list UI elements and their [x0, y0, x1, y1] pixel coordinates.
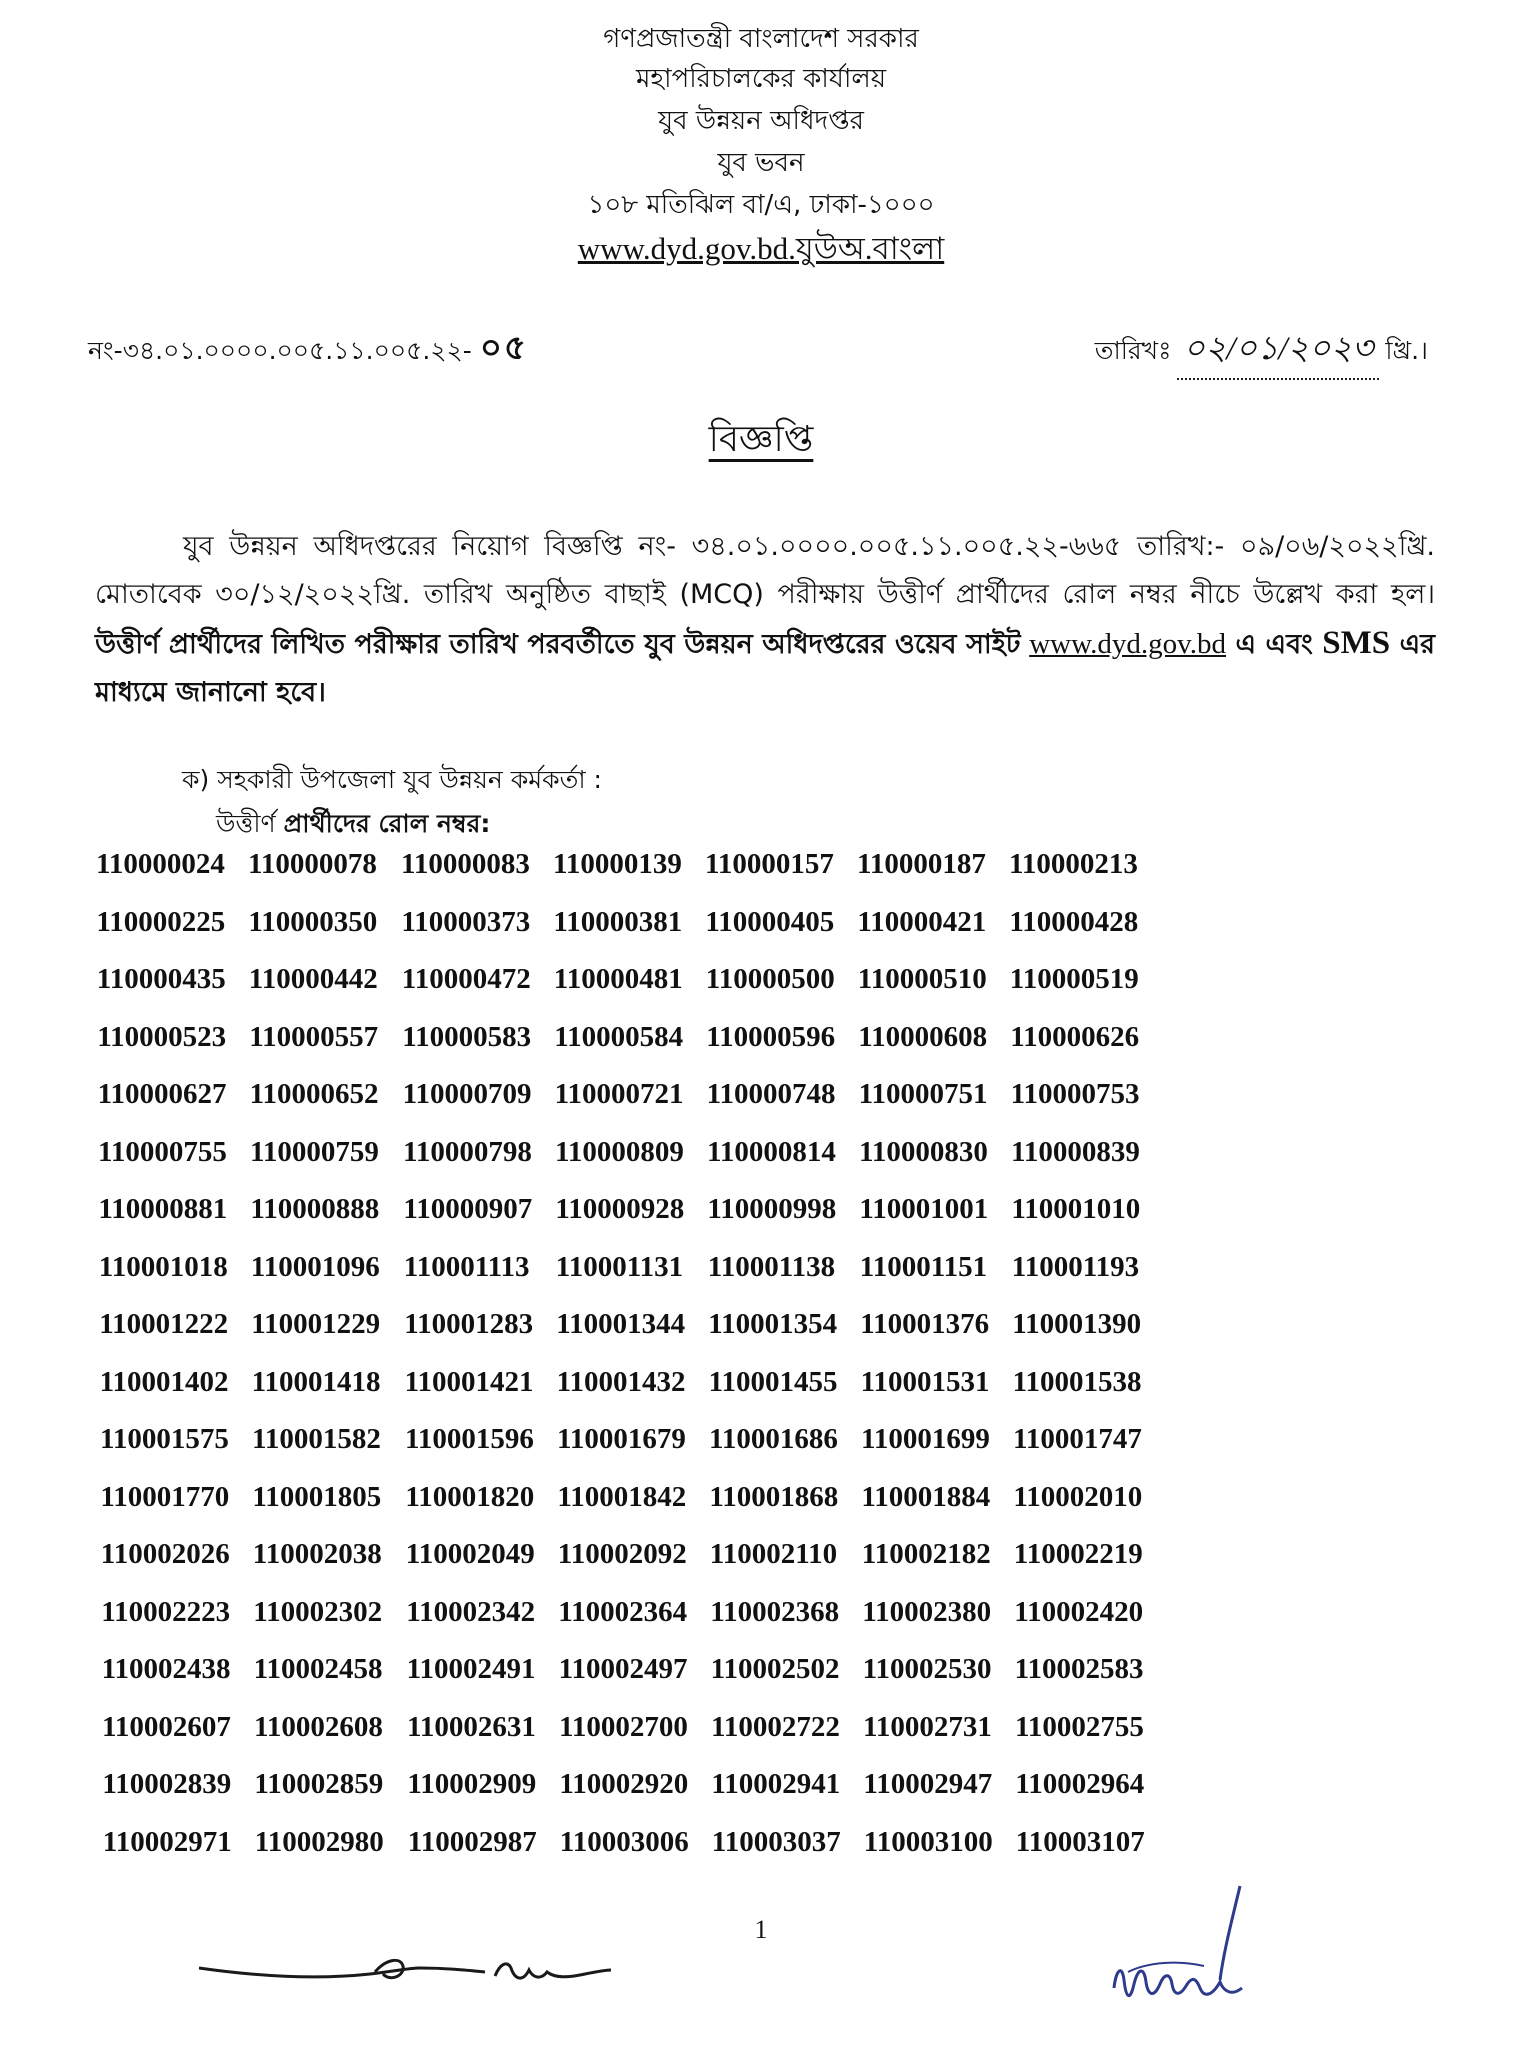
- roll-number: 110001575: [100, 1423, 229, 1455]
- roll-row: [96, 1308, 1456, 1366]
- roll-number: 110000839: [1011, 1135, 1140, 1168]
- roll-number: 110000830: [859, 1135, 988, 1168]
- roll-number: 110000519: [1009, 963, 1139, 995]
- roll-number: 110001868: [709, 1480, 839, 1513]
- roll-number: 110000428: [1009, 905, 1139, 938]
- roll-number: 110002497: [558, 1653, 688, 1685]
- roll-number: 110002909: [407, 1768, 537, 1800]
- roll-number: 110003037: [711, 1825, 841, 1858]
- roll-number: 110000627: [97, 1078, 227, 1110]
- roll-number: 110002859: [254, 1768, 384, 1800]
- roll-number: 110000907: [403, 1193, 533, 1225]
- roll-number: 110002722: [711, 1710, 840, 1743]
- roll-row: [96, 1021, 1456, 1079]
- roll-number: 110000225: [96, 905, 226, 938]
- roll-number: 110000584: [554, 1020, 684, 1053]
- roll-number: 110002420: [1014, 1595, 1144, 1628]
- header-line-building: যুব ভবন: [717, 148, 805, 178]
- body-website-link[interactable]: www.dyd.gov.bd: [1029, 628, 1226, 660]
- roll-number: 110001747: [1013, 1423, 1142, 1455]
- roll-number: 110001001: [859, 1193, 989, 1225]
- roll-number: 110001820: [405, 1480, 535, 1513]
- notice-title-text: বিজ্ঞপ্তি: [708, 419, 814, 460]
- roll-number: 110000798: [403, 1135, 532, 1168]
- roll-number: 110000500: [705, 963, 835, 995]
- roll-number: 110000753: [1010, 1078, 1140, 1110]
- body-text-part3: এ এবং: [1226, 629, 1323, 660]
- roll-number: 110002607: [102, 1710, 231, 1743]
- roll-number: 110001376: [860, 1308, 990, 1340]
- roll-number: 110000187: [857, 848, 986, 880]
- memo-number: [88, 322, 528, 379]
- header-line-government: গণপ্রজাতন্ত্রী বাংলাদেশ সরকার: [603, 24, 919, 54]
- roll-number: 110000721: [554, 1078, 684, 1110]
- roll-number: 110002038: [252, 1538, 382, 1570]
- roll-number: 110000442: [248, 963, 378, 995]
- roll-number: 110000596: [706, 1020, 836, 1053]
- date-value: ০২/০১/২০২৩: [1177, 322, 1379, 380]
- roll-number: 110000928: [555, 1193, 685, 1225]
- roll-number: 110001842: [557, 1480, 687, 1513]
- notice-body: [95, 523, 1435, 717]
- roll-number: 110003006: [559, 1825, 689, 1858]
- roll-number: 110000472: [401, 963, 531, 995]
- roll-number: 110000421: [857, 905, 987, 938]
- header-line-department: যুব উন্নয়ন অধিদপ্তর: [658, 106, 864, 136]
- roll-number: 110002941: [711, 1768, 841, 1800]
- roll-heading: [216, 804, 490, 847]
- roll-number: 110002223: [101, 1595, 231, 1628]
- header-line-address: ১০৮ মতিঝিল বা/এ, ঢাকা-১০০০: [587, 190, 935, 220]
- roll-number: 110002049: [405, 1538, 535, 1570]
- roll-number: 110002583: [1014, 1653, 1144, 1685]
- roll-number: 110001679: [557, 1423, 686, 1455]
- roll-heading-plain: উত্তীর্ণ: [216, 809, 284, 838]
- roll-number: 110001096: [250, 1250, 380, 1283]
- roll-row: [96, 848, 1456, 906]
- roll-number: 110001538: [1012, 1365, 1142, 1398]
- roll-number: 110000748: [706, 1078, 836, 1110]
- memo-number-text: নং-৩৪.০১.০০০০.০০৫.১১.০০৫.২২-: [88, 336, 472, 365]
- roll-number: 110001151: [859, 1250, 988, 1283]
- roll-number: 110000139: [553, 848, 682, 880]
- roll-number: 110000814: [707, 1135, 836, 1168]
- roll-row: [96, 1768, 1456, 1826]
- roll-number: 110001229: [251, 1308, 381, 1340]
- roll-row: [96, 1711, 1456, 1769]
- roll-number: 110001390: [1012, 1308, 1142, 1340]
- roll-row: [96, 1538, 1456, 1596]
- roll-number: 110000759: [250, 1135, 379, 1168]
- roll-number: 110002608: [254, 1710, 383, 1743]
- section-label: ক) সহকারী উপজেলা যুব উন্নয়ন কর্মকর্তা :: [182, 765, 602, 794]
- roll-number: 110002491: [406, 1653, 536, 1685]
- roll-number: 110001884: [861, 1480, 991, 1513]
- roll-number: 110001432: [556, 1365, 686, 1398]
- roll-row: [96, 963, 1456, 1021]
- roll-heading-bold: প্রার্থীদের রোল নম্বর:: [283, 809, 491, 838]
- roll-number: 110000435: [96, 963, 226, 995]
- roll-number: 110000523: [97, 1020, 227, 1053]
- roll-number: 110001582: [252, 1423, 381, 1455]
- header-website-row: [0, 232, 1522, 268]
- roll-number: 110001131: [555, 1250, 684, 1283]
- roll-number: 110000373: [401, 905, 531, 938]
- body-text-part1: যুব উন্নয়ন অধিদপ্তরের নিয়োগ বিজ্ঞপ্তি নং- ৩৪.০১.০০০০.০০৫.১১.০০৫.২২-৬৬৫ তারিখ:- ০৯/০৬/২০২২খ্রি. মোতাবেক ৩০/১২/২০২২খ্রি. তারিখ অনুষ্ঠিত বাছাই (MCQ) পরীক্ষায় উত্তীর্ণ প্রার্থীদের রোল নম্বর নীচে উল্লেখ করা হল।: [95, 531, 1435, 610]
- roll-number: 110002947: [863, 1768, 993, 1800]
- notice-title: [0, 412, 1522, 472]
- roll-row: [96, 1078, 1456, 1136]
- page-number: 1: [754, 1915, 768, 1944]
- roll-number: 110001596: [405, 1423, 534, 1455]
- roll-row: [96, 1251, 1456, 1309]
- roll-row: [96, 1826, 1456, 1884]
- header-website-link[interactable]: www.dyd.gov.bd.যুউঅ.বাংলা: [577, 231, 945, 266]
- roll-number: 110002631: [407, 1710, 536, 1743]
- roll-number: 110000751: [858, 1078, 988, 1110]
- memo-date: [1095, 322, 1428, 380]
- roll-row: [96, 1653, 1456, 1711]
- roll-number: 110000510: [857, 963, 987, 995]
- roll-number: 110000157: [705, 848, 834, 880]
- header-line-office: মহাপরিচালকের কার্যালয়: [635, 64, 887, 94]
- roll-number: 110001018: [98, 1250, 228, 1283]
- roll-number: 110001770: [100, 1480, 230, 1513]
- roll-number: 110003100: [863, 1825, 993, 1858]
- roll-row: [96, 1136, 1456, 1194]
- roll-number-grid: [96, 848, 1456, 1883]
- roll-number: 110000809: [555, 1135, 684, 1168]
- roll-number: 110000709: [402, 1078, 532, 1110]
- roll-number: 110002458: [253, 1653, 383, 1685]
- roll-row: [96, 1596, 1456, 1654]
- roll-number: 110001699: [861, 1423, 990, 1455]
- roll-number: 110002182: [861, 1538, 991, 1570]
- roll-number: 110002964: [1015, 1768, 1145, 1800]
- date-suffix: খ্রি.।: [1385, 336, 1428, 365]
- roll-number: 110001193: [1011, 1250, 1140, 1283]
- roll-number: 110001455: [708, 1365, 838, 1398]
- roll-number: 110003107: [1015, 1825, 1145, 1858]
- roll-number: 110001010: [1011, 1193, 1141, 1225]
- roll-number: 110001113: [403, 1250, 530, 1283]
- roll-number: 110000557: [249, 1020, 379, 1053]
- roll-number: 110000381: [553, 905, 683, 938]
- roll-number: 110000083: [401, 848, 530, 880]
- roll-number: 110002110: [709, 1538, 838, 1570]
- roll-row: [96, 1423, 1456, 1481]
- roll-row: [96, 1366, 1456, 1424]
- roll-row: [96, 1481, 1456, 1539]
- roll-number: 110000024: [96, 848, 225, 880]
- body-text-part2: উত্তীর্ণ প্রার্থীদের লিখিত পরীক্ষার তারিখ পরবর্তীতে যুব উন্নয়ন অধিদপ্তরের ওয়েব সাইট: [95, 629, 1021, 660]
- roll-number: 110002700: [559, 1710, 688, 1743]
- roll-number: 110001418: [251, 1365, 381, 1398]
- roll-number: 110000078: [248, 848, 377, 880]
- roll-number: 110002731: [863, 1710, 992, 1743]
- roll-number: 110002364: [558, 1595, 688, 1628]
- roll-number: 110002987: [407, 1825, 537, 1858]
- roll-number: 110002368: [710, 1595, 840, 1628]
- roll-number: 110002502: [710, 1653, 840, 1685]
- roll-number: 110001283: [404, 1308, 534, 1340]
- roll-number: 110002302: [253, 1595, 383, 1628]
- roll-number: 110002026: [100, 1538, 230, 1570]
- date-label: তারিখঃ: [1094, 336, 1172, 365]
- memo-number-handwritten: ০৫: [479, 328, 528, 368]
- roll-number: 110000583: [402, 1020, 532, 1053]
- roll-number: 110000888: [250, 1193, 380, 1225]
- roll-number: 110001344: [556, 1308, 686, 1340]
- body-text-part4: এর মাধ্যমে জানানো হবে।: [95, 629, 1435, 708]
- roll-number: 110001222: [99, 1308, 229, 1340]
- roll-number: 110002755: [1015, 1710, 1144, 1743]
- roll-number: 110002010: [1013, 1480, 1143, 1513]
- roll-number: 110001354: [708, 1308, 838, 1340]
- roll-number: 110000998: [707, 1193, 837, 1225]
- roll-number: 110002980: [254, 1825, 384, 1858]
- roll-number: 110001402: [99, 1365, 229, 1398]
- roll-number: 110002342: [406, 1595, 536, 1628]
- roll-number: 110001686: [709, 1423, 838, 1455]
- roll-number: 110002438: [101, 1653, 231, 1685]
- roll-number: 110002971: [102, 1825, 232, 1858]
- roll-number: 110000481: [553, 963, 683, 995]
- roll-number: 110002219: [1013, 1538, 1143, 1570]
- signature-right-icon: [1108, 1880, 1258, 2020]
- roll-number: 110000881: [98, 1193, 228, 1225]
- body-sms: SMS: [1322, 625, 1391, 661]
- roll-number: 110001138: [707, 1250, 836, 1283]
- roll-number: 110001421: [404, 1365, 534, 1398]
- roll-number: 110002920: [559, 1768, 689, 1800]
- roll-number: 110000755: [98, 1135, 227, 1168]
- roll-number: 110000608: [858, 1020, 988, 1053]
- roll-row: [96, 906, 1456, 964]
- roll-number: 110001531: [860, 1365, 990, 1398]
- roll-number: 110000626: [1010, 1020, 1140, 1053]
- roll-number: 110000652: [249, 1078, 379, 1110]
- roll-number: 110001805: [252, 1480, 382, 1513]
- roll-number: 110002839: [102, 1768, 232, 1800]
- roll-number: 110002530: [862, 1653, 992, 1685]
- roll-number: 110000405: [705, 905, 835, 938]
- roll-number: 110002380: [862, 1595, 992, 1628]
- signature-left-icon: [195, 1938, 615, 2008]
- roll-row: [96, 1193, 1456, 1251]
- roll-number: 110000350: [248, 905, 378, 938]
- roll-number: 110002092: [557, 1538, 687, 1570]
- roll-number: 110000213: [1009, 848, 1138, 880]
